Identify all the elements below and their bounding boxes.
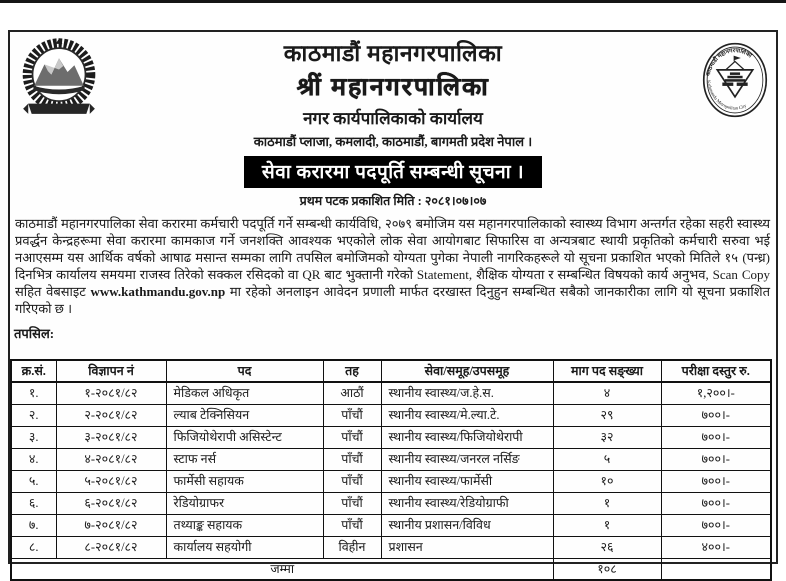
col-header-fee: परीक्षा दस्तुर रु. [661, 360, 771, 382]
cell-service-group: स्थानीय स्वास्थ्य/फिजियोथेरापी [381, 426, 553, 448]
cell-positions: १ [553, 514, 661, 536]
notice-banner-title: सेवा करारमा पदपूर्ति सम्बन्धी सूचना । [244, 156, 542, 188]
table-row [11, 536, 771, 558]
cell-positions: २९ [553, 404, 661, 426]
total-label: जम्मा [11, 558, 553, 580]
cell-advert-no: ७-२०८१/८२ [56, 514, 166, 536]
cell-fee: ४००।- [661, 536, 771, 558]
notice-page [8, 30, 778, 576]
table-header-row [11, 360, 771, 382]
paragraph-text-2: मा रहेको अनलाइन आवेदन प्रणाली मार्फत दरखास्त दिनुहुन सम्बन्धित सबैको जानकारीका लागि यो सूचना प्रकाशित गरिएको छ । [15, 284, 770, 316]
tapasil-label: तपसिल: [14, 326, 55, 341]
cell-post: तथ्याङ्क सहायक [166, 514, 323, 536]
cell-post: मेडिकल अधिकृत [166, 382, 323, 404]
cell-positions: १० [553, 470, 661, 492]
cell-advert-no: ४-२०८१/८२ [56, 448, 166, 470]
cell-sn: ७. [11, 514, 56, 536]
svg-text:काठमाडौं महानगरपालिका: काठमाडौं महानगरपालिका [705, 48, 753, 77]
cell-positions: ४ [553, 382, 661, 404]
cell-advert-no: ५-२०८१/८२ [56, 470, 166, 492]
cell-level: पाँचौं [323, 404, 381, 426]
table-row [11, 514, 771, 536]
cell-service-group: स्थानीय स्वास्थ्य/ज.हे.स. [381, 382, 553, 404]
cell-level: पाँचौं [323, 470, 381, 492]
cell-advert-no: ३-२०८१/८२ [56, 426, 166, 448]
table-row [11, 382, 771, 404]
col-header-post: पद [166, 360, 323, 382]
cell-fee: १,२००।- [661, 382, 771, 404]
cell-level: पाँचौं [323, 448, 381, 470]
cell-sn: ८. [11, 536, 56, 558]
cell-service-group: स्थानीय स्वास्थ्य/रेडियोग्राफी [381, 492, 553, 514]
cell-post: स्टाफ नर्स [166, 448, 323, 470]
table-total-row [11, 558, 771, 580]
cell-fee: ७००।- [661, 470, 771, 492]
total-fee [661, 558, 771, 580]
paragraph-text-1: काठमाडौं महानगरपालिका सेवा करारमा कर्मचारी पदपूर्ति गर्ने सम्बन्धी कार्यविधि, २०७९ बमोजिम यस महानगरपालिकाको स्वास्थ्य विभाग अन्तर्गत रहेका सहरी स्वास्थ्य प्रवर्द्धन केन्द्रहरूमा सेवा करारमा कामकाज गर्ने जनशक्ति आवश्यक भएकोले लोक सेवा आयोगबाट सिफारिस वा अन्यत्रबाट स्थायी प्रकृतिको कर्मचारी सरुवा भई नआएसम्म यस आर्थिक वर्षको आषाढ मसान्त सम्मका लागि तपसिल बमोजिमको योग्यता पुगेका नेपाली नागरिकहरूले यो सूचना प्रकाशित भएको मितिले १५ (पन्ध्र) दिनभित्र कार्यालय समयमा राजस्व तिरेको सक्कल रसिदको वा QR बाट भुक्तानी गरेको Statement, शैक्षिक योग्यता र सम्बन्धित विषयको कार्य अनुभव, Scan Copy सहित वेबसाइट [15, 216, 770, 299]
cell-sn: १. [11, 382, 56, 404]
table-row [11, 404, 771, 426]
stylized-script-title: श्रीं महानगरपालिका [296, 74, 490, 101]
table-row [11, 470, 771, 492]
cell-level: पाँचौं [323, 426, 381, 448]
cell-advert-no: ८-२०८१/८२ [56, 536, 166, 558]
col-header-positions: माग पद सङ्ख्या [553, 360, 661, 382]
cell-level: पाँचौं [323, 492, 381, 514]
table-row [11, 448, 771, 470]
cell-fee: ७००।- [661, 404, 771, 426]
cell-advert-no: ६-२०८१/८२ [56, 492, 166, 514]
cell-level: आठौं [323, 382, 381, 404]
svg-text:Kathmandu Metropolitan City: Kathmandu Metropolitan City [705, 80, 748, 112]
cell-positions: ५ [553, 448, 661, 470]
cell-sn: ६. [11, 492, 56, 514]
cell-service-group: स्थानीय स्वास्थ्य/फार्मेसी [381, 470, 553, 492]
cell-service-group: स्थानीय स्वास्थ्य/जनरल नर्सिङ [381, 448, 553, 470]
col-header-sn: क्र.सं. [11, 360, 56, 382]
cell-service-group: स्थानीय प्रशासन/विविध [381, 514, 553, 536]
cell-post: ल्याब टेक्निसियन [166, 404, 323, 426]
municipality-title: काठमाडौं महानगरपालिका [283, 41, 503, 66]
address-line: काठमाडौं प्लाजा, कमलादी, काठमाडौं, बागमती प्रदेश नेपाल । [253, 134, 533, 149]
cell-post: फिजियोथेरापी असिस्टेन्ट [166, 426, 323, 448]
cell-fee: ७००।- [661, 426, 771, 448]
col-header-advert-no: विज्ञापन नं [56, 360, 166, 382]
cell-post: रेडियोग्राफर [166, 492, 323, 514]
total-positions: १०८ [553, 558, 661, 580]
col-header-level: तह [323, 360, 381, 382]
cell-post: फार्मेसी सहायक [166, 470, 323, 492]
top-border-rule [0, 0, 786, 3]
cell-positions: २६ [553, 536, 661, 558]
col-header-service-group: सेवा/समूह/उपसमूह [381, 360, 553, 382]
cell-positions: १ [553, 492, 661, 514]
cell-service-group: प्रशासन [381, 536, 553, 558]
kathmandu-mountain-emblem-icon [16, 37, 102, 119]
kathmandu-metropolitan-seal-icon [697, 37, 773, 123]
cell-advert-no: १-२०८१/८२ [56, 382, 166, 404]
cell-fee: ७००।- [661, 514, 771, 536]
office-title: नगर कार्यपालिकाको कार्यालय [303, 109, 483, 128]
cell-sn: ४. [11, 448, 56, 470]
cell-post: कार्यालय सहयोगी [166, 536, 323, 558]
cell-service-group: स्थानीय स्वास्थ्य/मे.ल्या.टे. [381, 404, 553, 426]
notice-paragraph [15, 215, 770, 317]
cell-fee: ७००।- [661, 492, 771, 514]
website-url: www.kathmandu.gov.np [90, 284, 226, 299]
cell-positions: ३२ [553, 426, 661, 448]
published-date-line: प्रथम पटक प्रकाशित मिति : २०८१।०७।०७ [299, 194, 487, 208]
table-row [11, 426, 771, 448]
cell-level: विहीन [323, 536, 381, 558]
cell-level: पाँचौं [323, 514, 381, 536]
cell-advert-no: २-२०८१/८२ [56, 404, 166, 426]
vacancy-table [10, 359, 772, 581]
table-row [11, 492, 771, 514]
cell-sn: ५. [11, 470, 56, 492]
cell-fee: ७००।- [661, 448, 771, 470]
cell-sn: ३. [11, 426, 56, 448]
cell-sn: २. [11, 404, 56, 426]
